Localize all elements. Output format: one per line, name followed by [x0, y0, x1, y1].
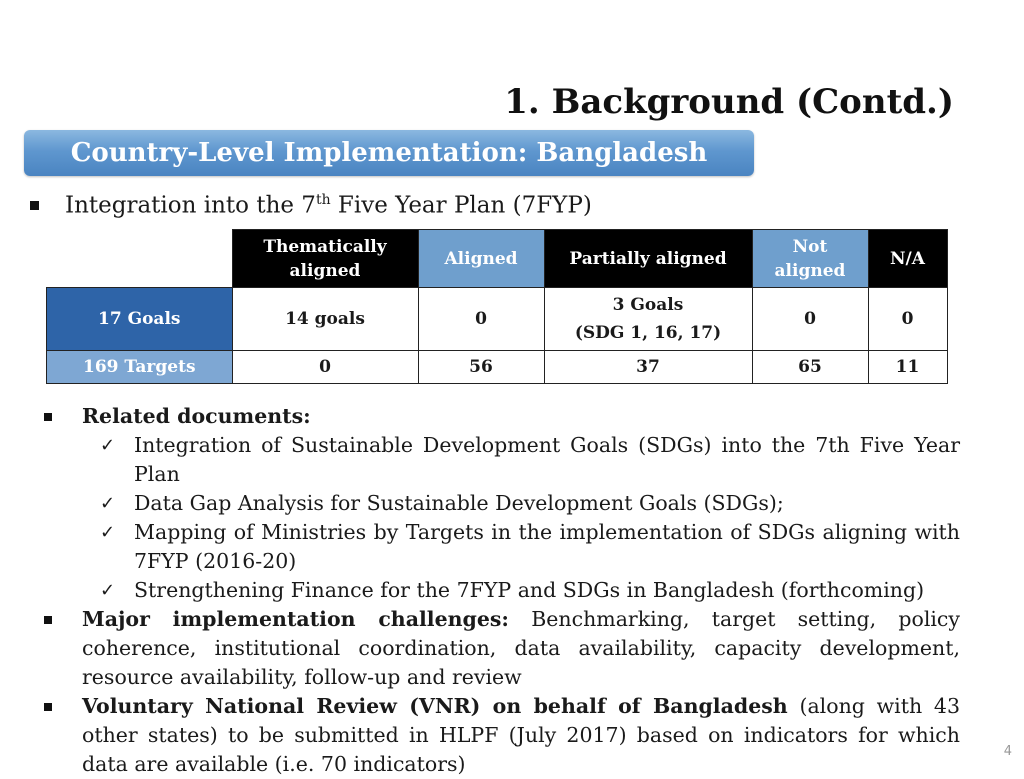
table-row: [47, 351, 948, 384]
square-bullet-icon: [30, 201, 39, 210]
cell-targets-na: 11: [868, 351, 947, 384]
list-item: [40, 518, 960, 576]
cell-goals-partial-sub: (SDG 1, 16, 17): [574, 323, 722, 343]
checkmark-icon: ✓: [100, 522, 116, 543]
square-bullet-icon: [44, 616, 52, 624]
list-item: [40, 431, 960, 489]
cell-goals-partial-main: 3 Goals: [612, 295, 684, 315]
vnr-heading: Voluntary National Review (VNR) on behalf of Bangladesh: [82, 694, 788, 718]
related-doc-4: Strengthening Finance for the 7FYP and SDGs in Bangladesh (forthcoming): [134, 578, 925, 602]
vnr-text: (along with 43 other states) to be submitted in HLPF (July 2017) based on indicators for which data are available (i.e. 70 indicators): [82, 694, 960, 776]
square-bullet-icon: [44, 413, 52, 421]
body-list: [40, 402, 960, 779]
header-thematically-aligned: Thematically aligned: [232, 230, 418, 288]
row-label-targets: 169 Targets: [47, 351, 233, 384]
alignment-table: [46, 229, 948, 384]
list-item: [40, 692, 960, 779]
cell-goals-thematic: 14 goals: [232, 288, 418, 351]
challenges-text: Benchmarking, target setting, policy coherence, institutional coordination, data availability, capacity development, resource availability, follow-up and review: [82, 607, 960, 689]
page-number: 4: [1003, 744, 1012, 759]
table-corner: [47, 230, 233, 288]
related-doc-2: Data Gap Analysis for Sustainable Development Goals (SDGs);: [134, 491, 784, 515]
header-partially-aligned: Partially aligned: [544, 230, 752, 288]
cell-targets-partial: 37: [544, 351, 752, 384]
related-heading: Related documents:: [82, 404, 311, 428]
list-item: [40, 402, 960, 431]
challenges-heading: Major implementation challenges:: [82, 607, 510, 631]
checkmark-icon: ✓: [100, 580, 116, 601]
cell-goals-partial: [544, 288, 752, 351]
checkmark-icon: ✓: [100, 435, 116, 456]
related-doc-3: Mapping of Ministries by Targets in the implementation of SDGs aligning with 7FYP (2016-20): [134, 520, 960, 573]
list-item: [40, 605, 960, 692]
table-row: [47, 288, 948, 351]
cell-targets-aligned: 56: [418, 351, 544, 384]
cell-goals-not-aligned: 0: [752, 288, 868, 351]
header-not-aligned: Not aligned: [752, 230, 868, 288]
table-header-row: [47, 230, 948, 288]
integration-text: Integration into the 7th Five Year Plan (7FYP): [65, 192, 592, 219]
integration-bullet: [30, 192, 592, 219]
cell-targets-not-aligned: 65: [752, 351, 868, 384]
cell-targets-thematic: 0: [232, 351, 418, 384]
cell-goals-aligned: 0: [418, 288, 544, 351]
list-item: [40, 489, 960, 518]
row-label-goals: 17 Goals: [47, 288, 233, 351]
header-aligned: Aligned: [418, 230, 544, 288]
checkmark-icon: ✓: [100, 493, 116, 514]
header-na: N/A: [868, 230, 947, 288]
cell-goals-na: 0: [868, 288, 947, 351]
list-item: [40, 576, 960, 605]
square-bullet-icon: [44, 703, 52, 711]
related-doc-1: Integration of Sustainable Development Goals (SDGs) into the 7th Five Year Plan: [134, 433, 960, 486]
slide-title: 1. Background (Contd.): [504, 82, 954, 122]
section-banner: Country-Level Implementation: Bangladesh: [24, 130, 754, 176]
